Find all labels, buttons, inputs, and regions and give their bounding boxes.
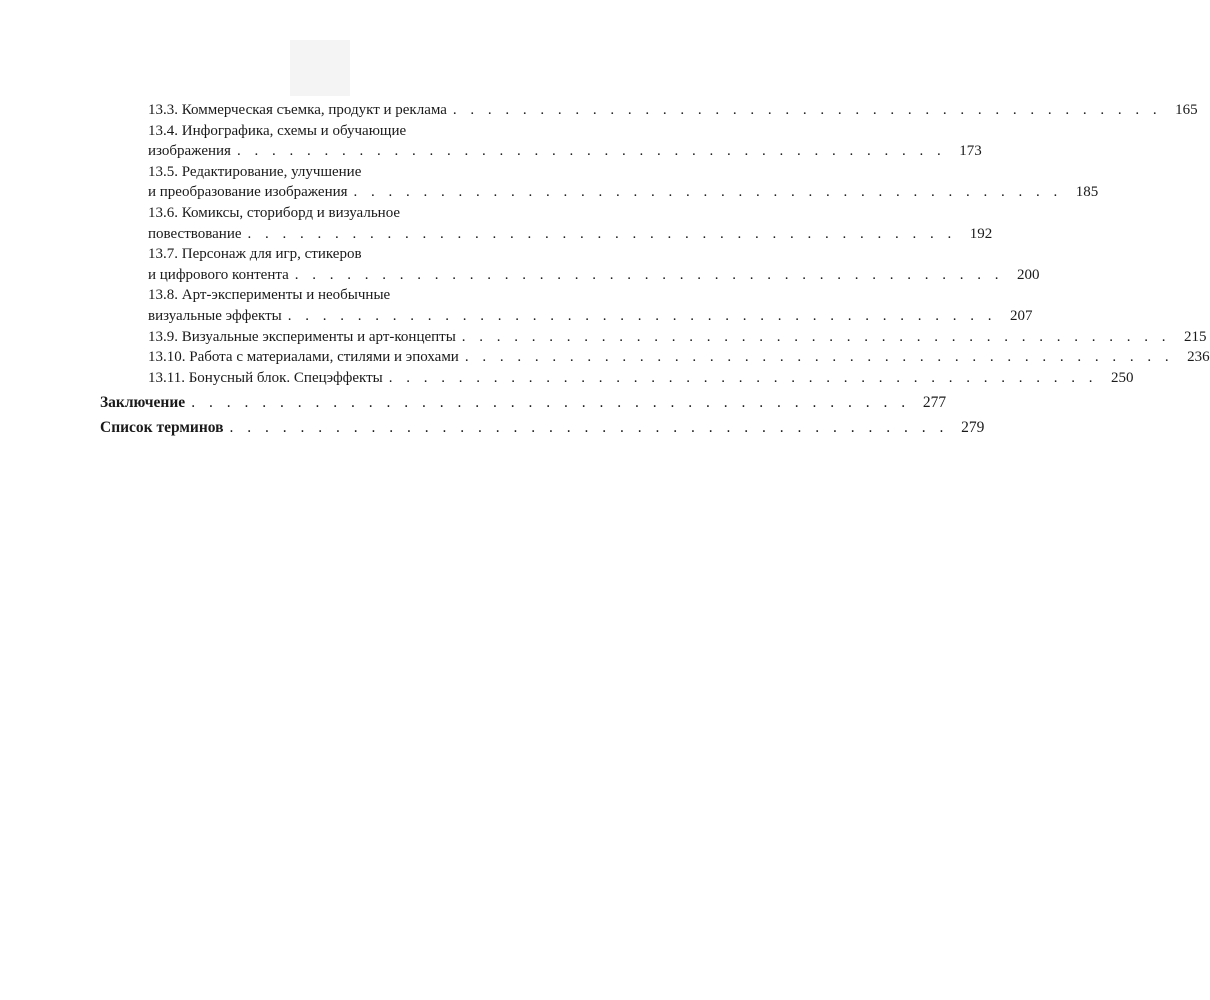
toc-page-number: 165 <box>1175 102 1198 118</box>
leader-dots: . . . . . . . . . . . . . . . . . . . . . . . . . . . . . . . . . . . . . . . . . <box>191 394 911 412</box>
toc-line <box>148 182 1099 203</box>
toc-entry-title-line: 13.6. Комиксы, сториборд и визуальное <box>148 204 401 221</box>
leader-dots: . . . . . . . . . . . . . . . . . . . . . . . . . . . . . . . . . . . . . . . . . <box>452 102 1162 118</box>
toc-page-number: 207 <box>1009 307 1033 324</box>
toc-line <box>148 265 1040 286</box>
leader-dots: . . . . . . . . . . . . . . . . . . . . . . . . . . . . . . . . . . . . . . . . . <box>353 184 1063 201</box>
leader-dots: . . . . . . . . . . . . . . . . . . . . . . . . . . . . . . . . . . . . . . . . . <box>287 307 997 324</box>
toc-entry-title: Список терминов <box>100 419 224 437</box>
toc-entry-title-line: 13.7. Персонаж для игр, стикеров <box>148 246 362 263</box>
toc-entry-title-cont: и преобразование изображения <box>148 184 348 201</box>
toc-line <box>100 415 985 440</box>
table-of-contents <box>100 100 1210 440</box>
toc-page-number: 279 <box>961 419 985 437</box>
toc-entry-13-10[interactable] <box>100 347 1210 368</box>
toc-entry-title-cont: и цифрового контента <box>148 266 289 283</box>
toc-entry-title-line: 13.5. Редактирование, улучшение <box>148 163 362 180</box>
toc-entry-title-cont: повествование <box>148 225 242 242</box>
toc-page-number: 192 <box>969 225 993 242</box>
leader-dots: . . . . . . . . . . . . . . . . . . . . . . . . . . . . . . . . . . . . . . . . . <box>247 225 957 242</box>
toc-line <box>148 141 982 162</box>
toc-line <box>148 224 993 245</box>
leader-dots: . . . . . . . . . . . . . . . . . . . . . . . . . . . . . . . . . . . . . . . . . <box>388 369 1098 386</box>
toc-line <box>148 327 1207 348</box>
leader-dots: . . . . . . . . . . . . . . . . . . . . . . . . . . . . . . . . . . . . . . . . . <box>464 349 1174 366</box>
toc-line <box>148 347 1210 368</box>
toc-entry-13-5[interactable] <box>100 162 1099 203</box>
page-number-area <box>290 40 350 96</box>
toc-page-number: 200 <box>1017 266 1040 283</box>
toc-page-number: 173 <box>959 143 982 160</box>
toc-line <box>100 390 947 415</box>
toc-entry-title-cont: визуальные эффекты <box>148 307 282 324</box>
toc-entry-title: 13.10. Работа с материалами, стилями и эпохами <box>148 349 459 366</box>
toc-entry-conclusion[interactable] <box>100 390 947 415</box>
toc-entry-title-cont: изображения <box>148 143 231 160</box>
toc-page-number: 215 <box>1184 328 1207 345</box>
toc-page-number: 277 <box>922 394 947 412</box>
toc-line <box>148 306 1033 327</box>
toc-entry-13-7[interactable] <box>100 244 1040 285</box>
leader-dots: . . . . . . . . . . . . . . . . . . . . . . . . . . . . . . . . . . . . . . . . . <box>236 143 946 160</box>
toc-entry-glossary[interactable] <box>100 415 985 440</box>
toc-entry-title-line: 13.8. Арт-эксперименты и необычные <box>148 287 391 304</box>
toc-entry-title: 13.11. Бонусный блок. Спецэффекты <box>148 369 383 386</box>
toc-entry-title: Заключение <box>100 394 186 412</box>
leader-dots: . . . . . . . . . . . . . . . . . . . . . . . . . . . . . . . . . . . . . . . . . <box>229 419 949 437</box>
toc-entry-title-line: 13.4. Инфографика, схемы и обучающие <box>148 122 407 139</box>
leader-dots: . . . . . . . . . . . . . . . . . . . . . . . . . . . . . . . . . . . . . . . . . <box>294 266 1004 283</box>
toc-entry-13-9[interactable] <box>100 327 1207 348</box>
toc-page-number: 250 <box>1110 369 1134 386</box>
toc-entry-13-4[interactable] <box>100 121 982 162</box>
toc-entry-13-11[interactable] <box>100 368 1134 389</box>
toc-line <box>148 368 1134 389</box>
leader-dots: . . . . . . . . . . . . . . . . . . . . . . . . . . . . . . . . . . . . . . . . . <box>461 328 1171 345</box>
toc-entry-title: 13.3. Коммерческая съемка, продукт и реклама <box>148 102 447 118</box>
toc-entry-title: 13.9. Визуальные эксперименты и арт-концепты <box>148 328 456 345</box>
toc-entry-13-6[interactable] <box>100 203 993 244</box>
toc-page-number: 185 <box>1075 184 1099 201</box>
toc-line <box>148 100 1198 121</box>
toc-page-number: 236 <box>1187 349 1210 366</box>
toc-entry-13-3[interactable] <box>100 100 1198 121</box>
toc-entry-13-8[interactable] <box>100 285 1033 326</box>
